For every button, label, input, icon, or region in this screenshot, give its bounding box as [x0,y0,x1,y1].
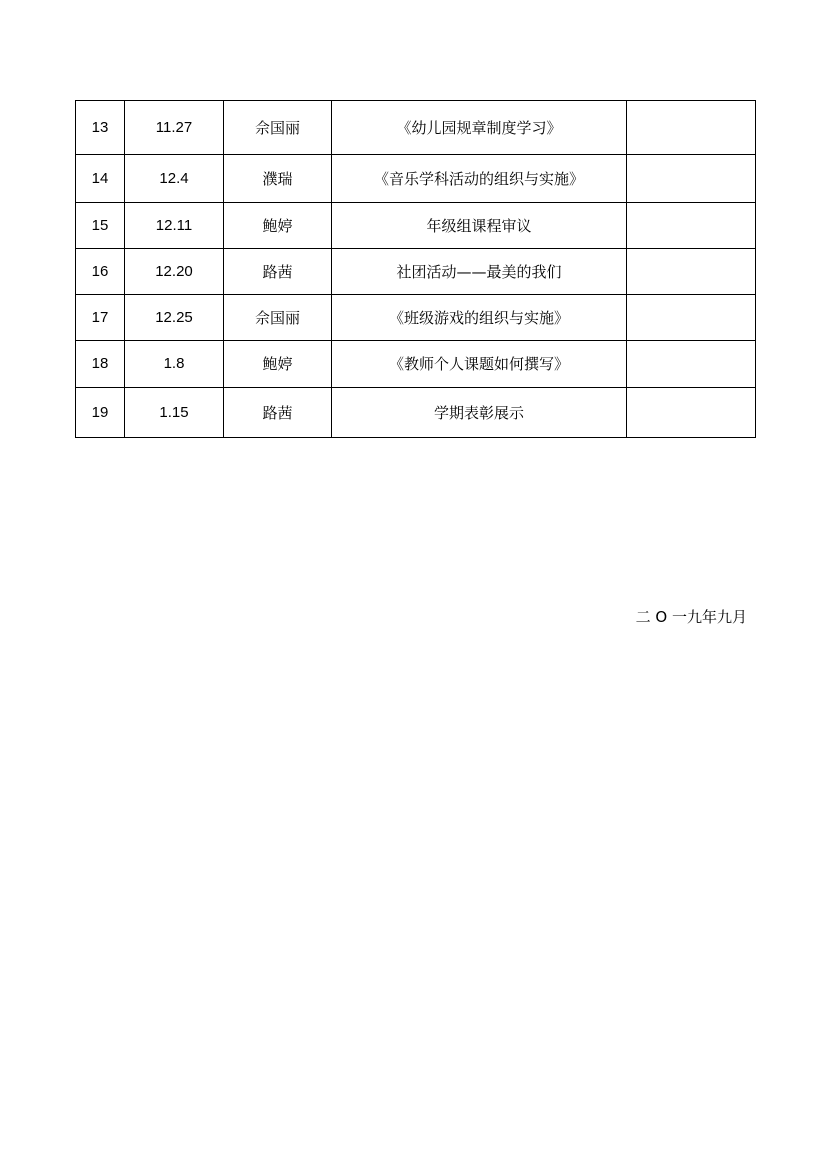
row-number: 17 [76,295,125,341]
row-number: 14 [76,155,125,203]
row-person: 佘国丽 [224,101,332,155]
row-topic: 《班级游戏的组织与实施》 [332,295,627,341]
row-topic: 社团活动——最美的我们 [332,249,627,295]
table-row [76,295,756,341]
table-row [76,155,756,203]
row-note [627,101,756,155]
table-row [76,249,756,295]
row-person: 路茜 [224,388,332,438]
row-topic: 《音乐学科活动的组织与实施》 [332,155,627,203]
row-note [627,388,756,438]
row-number: 16 [76,249,125,295]
row-person: 路茜 [224,249,332,295]
row-number: 18 [76,341,125,388]
row-person: 鲍婷 [224,203,332,249]
table-row [76,203,756,249]
table-row [76,388,756,438]
table-row [76,341,756,388]
row-topic: 学期表彰展示 [332,388,627,438]
row-note [627,155,756,203]
document-date: 二 O 一九年九月 [635,608,747,626]
row-topic: 《教师个人课题如何撰写》 [332,341,627,388]
row-person: 濮瑞 [224,155,332,203]
activity-schedule-table [75,100,756,438]
row-topic: 年级组课程审议 [332,203,627,249]
row-date: 12.11 [125,203,224,249]
row-date: 12.4 [125,155,224,203]
row-date: 12.25 [125,295,224,341]
row-date: 1.8 [125,341,224,388]
row-person: 佘国丽 [224,295,332,341]
row-note [627,249,756,295]
row-person: 鲍婷 [224,341,332,388]
row-number: 13 [76,101,125,155]
row-topic: 《幼儿园规章制度学习》 [332,101,627,155]
row-note [627,295,756,341]
row-number: 15 [76,203,125,249]
row-note [627,341,756,388]
row-date: 11.27 [125,101,224,155]
row-date: 1.15 [125,388,224,438]
row-note [627,203,756,249]
table-row [76,101,756,155]
row-number: 19 [76,388,125,438]
row-date: 12.20 [125,249,224,295]
